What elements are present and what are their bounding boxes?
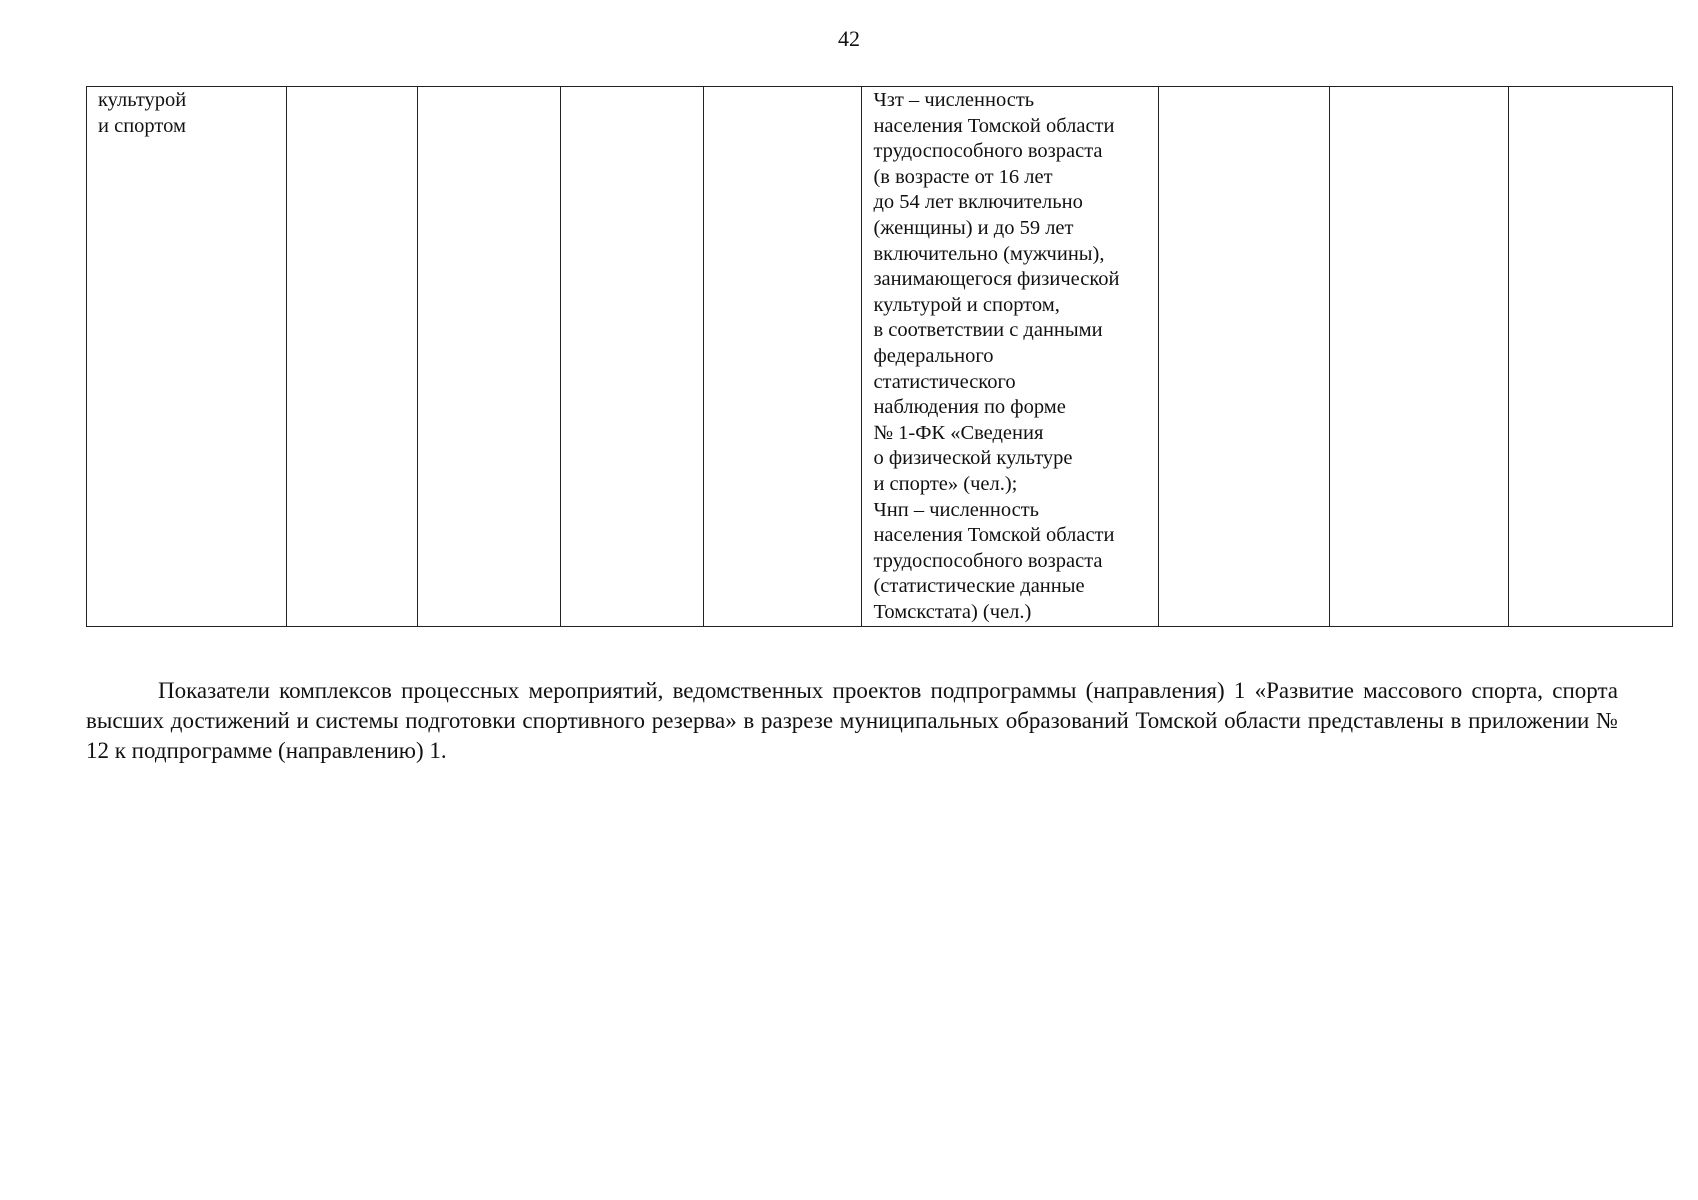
table-cell: [417, 87, 560, 627]
body-paragraph: Показатели комплексов процессных мероприятий, ведомственных проектов подпрограммы (направления) 1 «Развитие массового спорта, спорта высших достижений и системы подготовки спортивного резерва» в разрезе муниципальных образований Томской области представлены в приложении № 12 к подпрограмме (направлению) 1.: [86, 678, 1618, 763]
indicator-name-text: культурой и спортом: [98, 89, 187, 137]
table-cell: [1508, 87, 1672, 627]
table-cell: [1158, 87, 1329, 627]
calculation-method-text: Чзт – численность населения Томской области трудоспособного возраста (в возрасте от 16 лет до 54 лет включительно (женщины) и до 59 лет включительно (мужчины), занимающегося физической культурой и спортом, в соответствии с данными федерального статистического наблюдения по форме № 1-ФК «Сведения о физической культуре и спорте» (чел.); Чнп – численность населения Томской области трудоспособного возраста (статистические данные Томскстата) (чел.): [873, 89, 1120, 623]
indicator-table: [86, 86, 1673, 627]
table-cell-calculation-method: [862, 87, 1159, 627]
table-cell: [560, 87, 703, 627]
page-number: 42: [838, 26, 860, 51]
table-cell-indicator-name: [87, 87, 287, 627]
table-cell: [1330, 87, 1508, 627]
table-cell: [287, 87, 417, 627]
table-row: [87, 87, 1673, 627]
table-cell: [704, 87, 862, 627]
